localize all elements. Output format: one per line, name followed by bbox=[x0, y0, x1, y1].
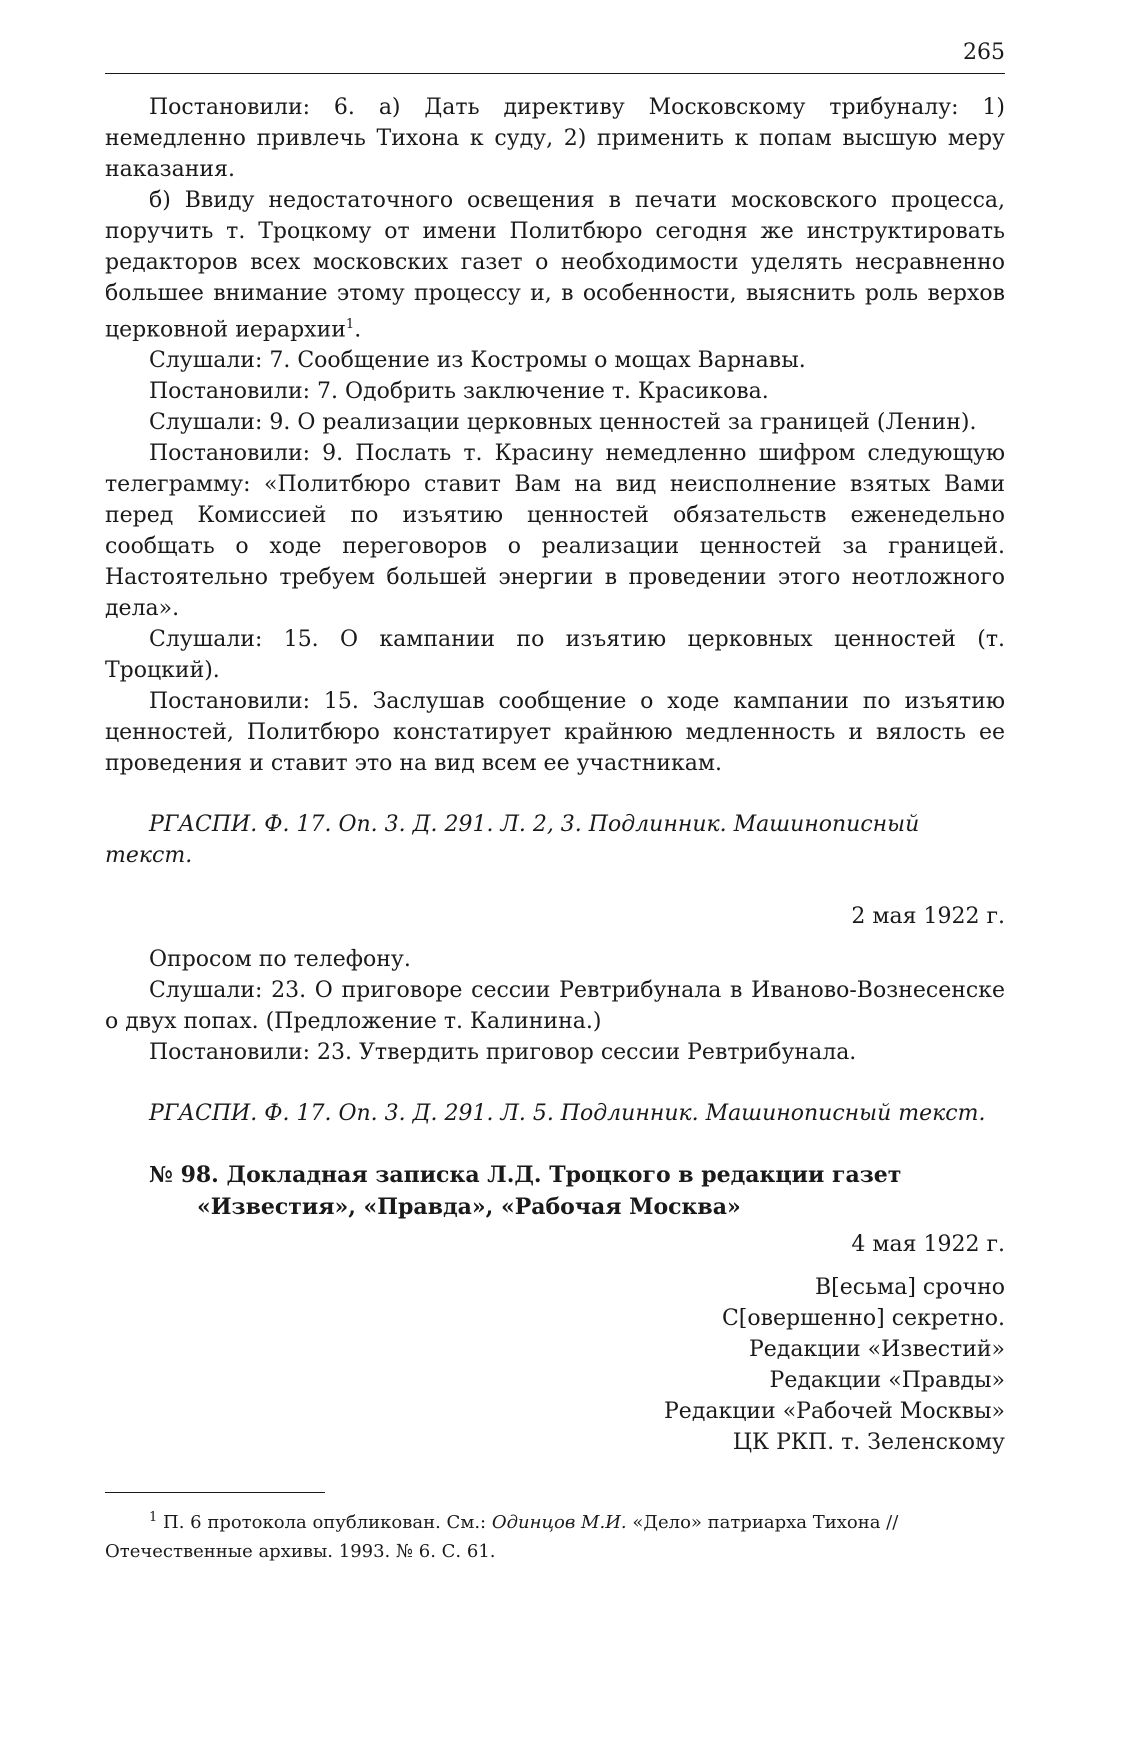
paragraph: Постановили: 23. Утвердить приговор сессии Ревтрибунала. bbox=[149, 1040, 857, 1066]
footnote-ref[interactable]: 1 bbox=[345, 317, 355, 332]
footnote bbox=[105, 1503, 1005, 1566]
paragraph: Слушали: 7. Сообщение из Костромы о мощах Варнавы. bbox=[149, 348, 806, 374]
addressee-line: Редакции «Известий» bbox=[748, 1337, 1005, 1363]
paragraph: Слушали: 9. О реализации церковных ценностей за границей (Ленин). bbox=[149, 410, 977, 436]
footnote-author: Одинцов М.И. bbox=[491, 1512, 627, 1534]
paragraph: Постановили: 6. а) Дать директиву Московскому трибуналу: 1) немедленно привлечь Тихона к суду, 2) применить к попам высшую меру наказания. bbox=[105, 95, 1005, 182]
protocol-section-2 bbox=[105, 944, 1005, 1068]
addressee-line: В[есьма] срочно bbox=[815, 1275, 1005, 1301]
document-title-line-2: «Известия», «Правда», «Рабочая Москва» bbox=[197, 1194, 741, 1221]
footnote-text-end: «Дело» патриарха Тихона // Отечественные архивы. 1993. № 6. С. 61. bbox=[105, 1512, 899, 1563]
paragraph: Слушали: 23. О приговоре сессии Ревтрибунала в Иваново-Вознесенске о двух попах. (Предложение т. Калинина.) bbox=[105, 978, 1005, 1035]
addressee-line: ЦК РКП. т. Зеленскому bbox=[732, 1430, 1005, 1456]
protocol-section-1 bbox=[105, 92, 1005, 779]
archive-source: РГАСПИ. Ф. 17. Оп. 3. Д. 291. Л. 5. Подлинник. Машинописный текст. bbox=[149, 1101, 986, 1127]
document-date: 4 мая 1922 г. bbox=[851, 1232, 1005, 1258]
footnote-text: П. 6 протокола опубликован. См.: bbox=[163, 1512, 492, 1534]
paragraph: Постановили: 7. Одобрить заключение т. Красикова. bbox=[149, 379, 769, 405]
page-number: 265 bbox=[963, 40, 1005, 65]
document-title-line-1: № 98. Докладная записка Л.Д. Троцкого в редакции газет bbox=[149, 1162, 902, 1189]
document-page bbox=[105, 40, 1005, 1566]
addressee-line: С[овершенно] секретно. bbox=[721, 1306, 1005, 1332]
paragraph: Опросом по телефону. bbox=[149, 947, 411, 973]
addressee-line: Редакции «Правды» bbox=[769, 1368, 1005, 1394]
addressee-line: Редакции «Рабочей Москвы» bbox=[664, 1399, 1005, 1425]
paragraph: Постановили: 15. Заслушав сообщение о ходе кампании по изъятию ценностей, Политбюро констатирует крайнюю медленность и вялость ее проведения и ставит это на вид всем ее участникам. bbox=[105, 689, 1005, 777]
paragraph-end: . bbox=[354, 317, 362, 343]
addressee-block bbox=[105, 1272, 1005, 1458]
paragraph: Слушали: 15. О кампании по изъятию церковных ценностей (т. Троцкий). bbox=[105, 627, 1005, 684]
protocol-date: 2 мая 1922 г. bbox=[851, 904, 1005, 930]
paragraph-with-footnote bbox=[105, 185, 1005, 345]
page-header bbox=[105, 40, 1005, 74]
document-title bbox=[105, 1159, 1005, 1223]
footnote-divider bbox=[105, 1492, 325, 1493]
archive-source: РГАСПИ. Ф. 17. Оп. 3. Д. 291. Л. 2, 3. Подлинник. Машинописный текст. bbox=[105, 812, 920, 869]
paragraph: Постановили: 9. Послать т. Красину немедленно шифром следующую телеграмму: «Политбюро ставит Вам на вид неисполнение взятых Вами перед Комиссией по изъятию ценностей обязательств еженедельно сообщать о ходе переговоров о реализации ценностей за границей. Настоятельно требуем большей энергии в проведении этого неотложного дела». bbox=[105, 441, 1005, 622]
paragraph-text: б) Ввиду недостаточного освещения в печати московского процесса, поручить т. Троцкому от имени Политбюро сегодня же инструктировать редакторов всех московских газет о необходимости уделять несравненно большее внимание этому процессу и, в особенности, выяснить роль верхов церковной иерархии bbox=[105, 188, 1005, 343]
footnote-number: 1 bbox=[149, 1510, 158, 1526]
